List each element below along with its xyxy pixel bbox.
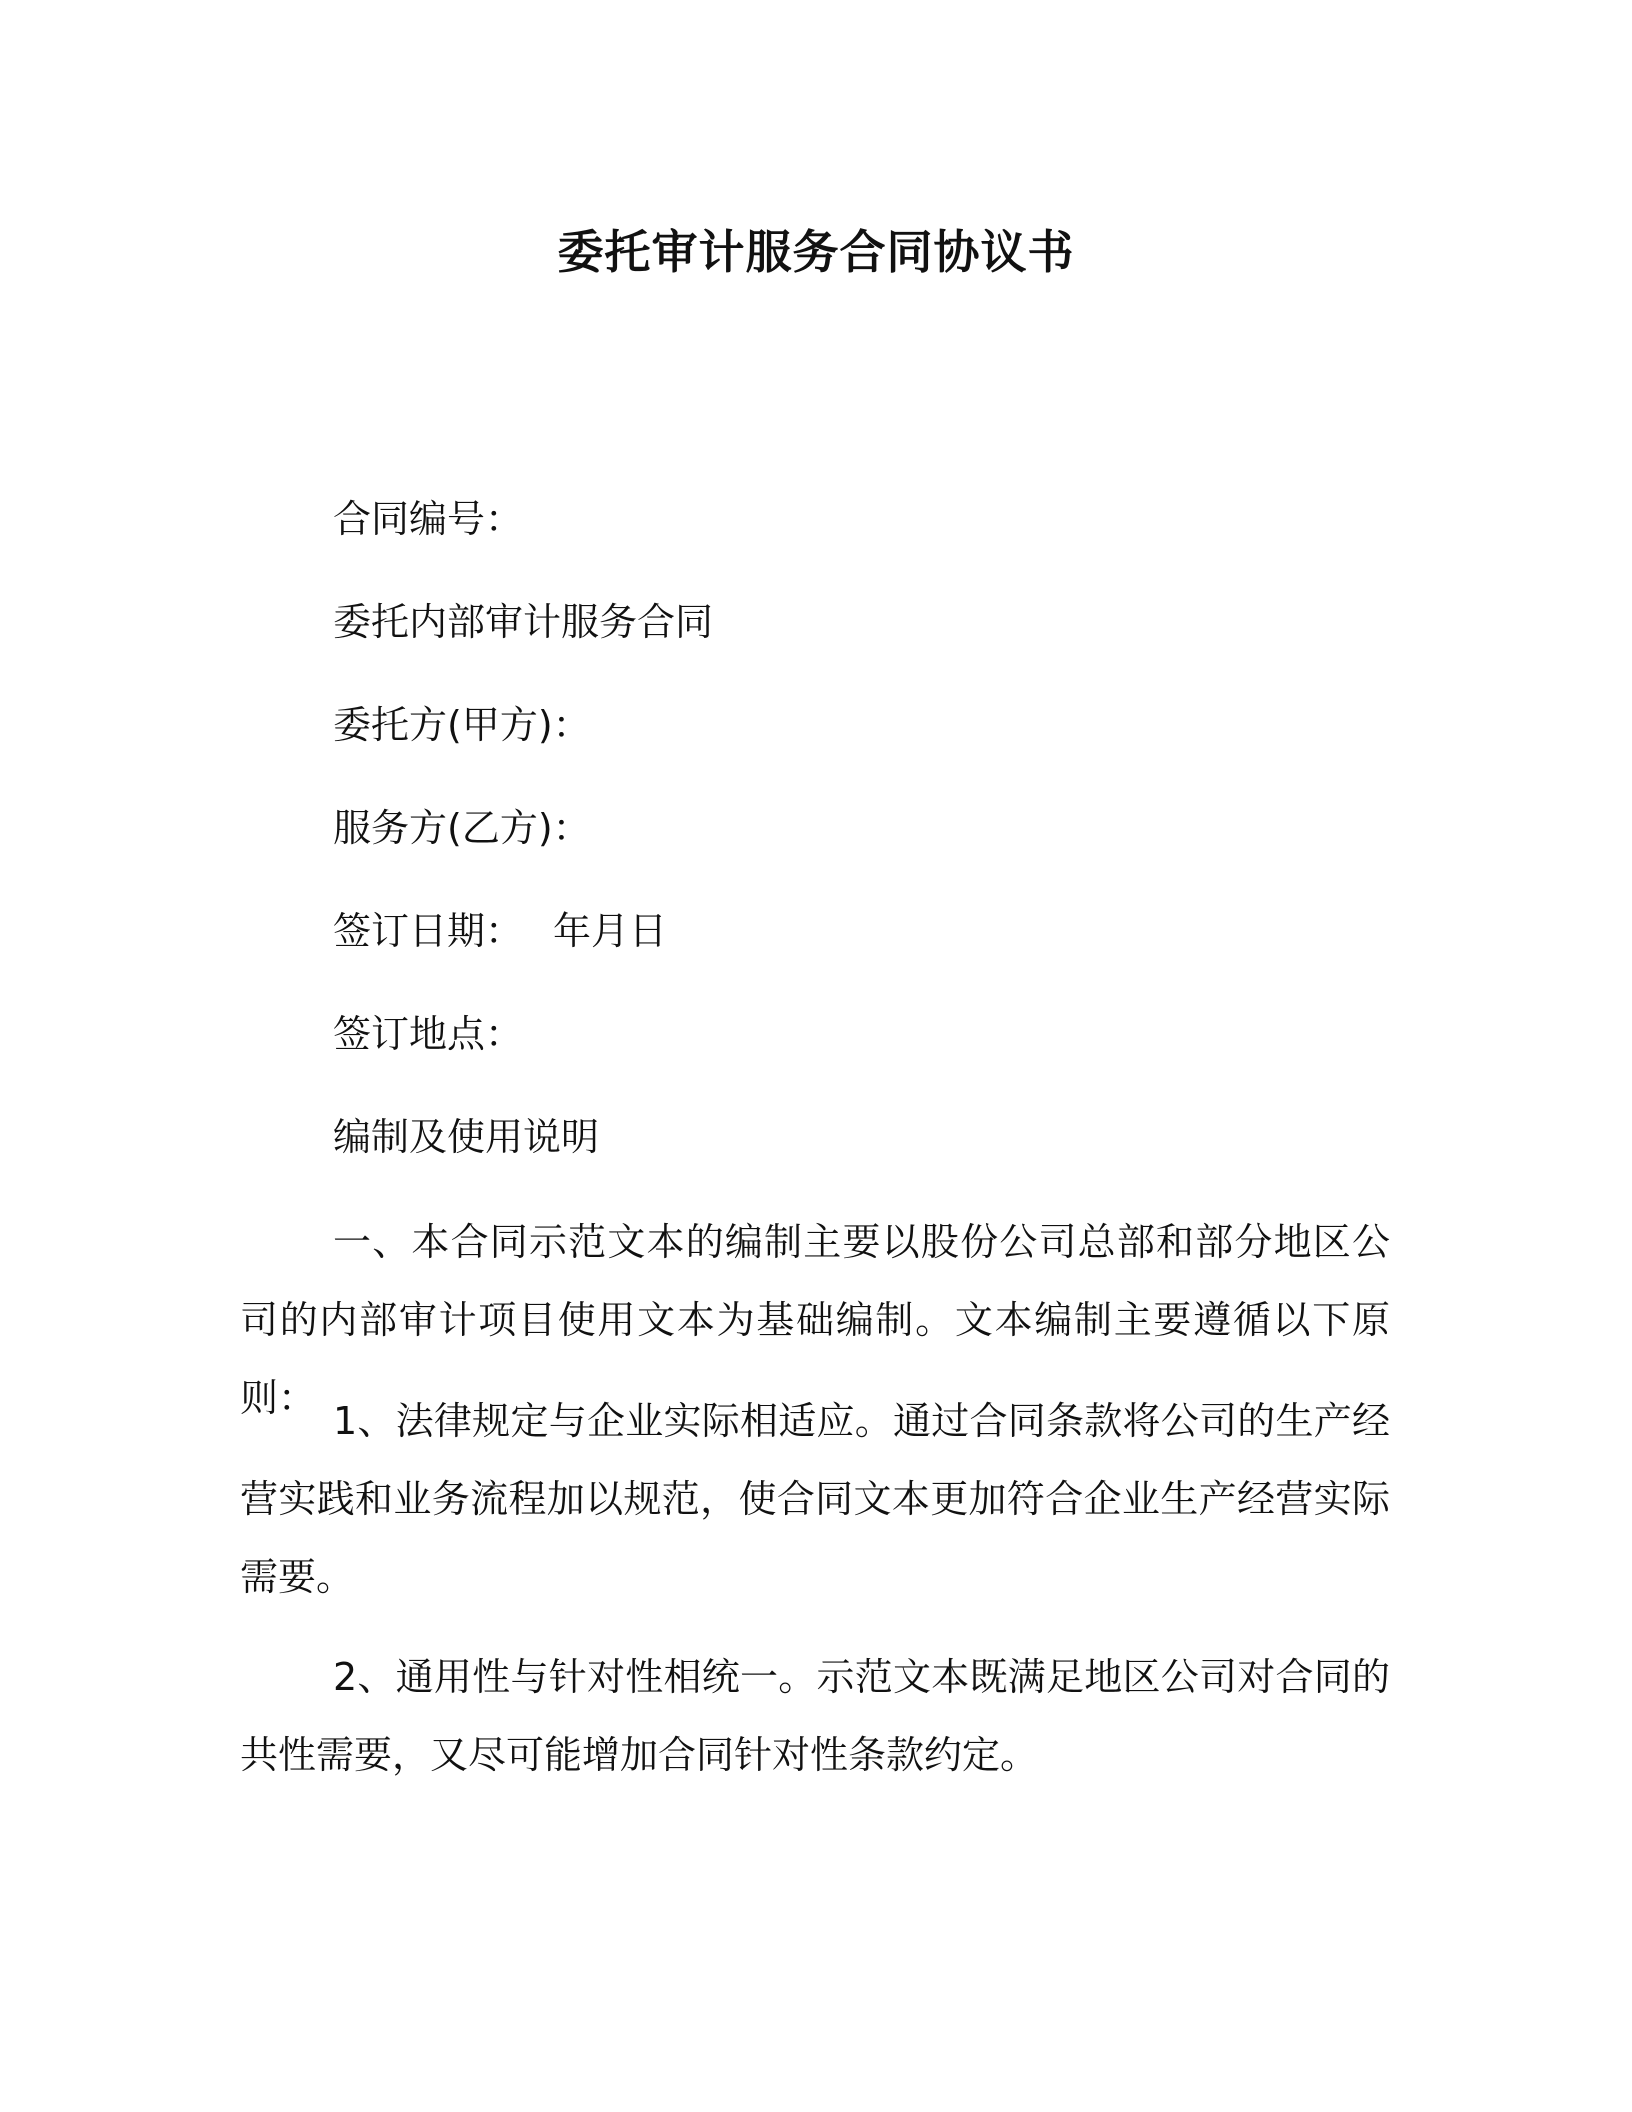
- sign-place-label: 签订地点：: [333, 1012, 524, 1056]
- paragraph-principle-1: 1、法律规定与企业实际相适应。通过合同条款将公司的生产经营实践和业务流程加以规范，使合同文本更加符合企业生产经营实际需要。: [240, 1399, 1390, 1599]
- contract-number-label: 合同编号：: [333, 497, 524, 541]
- paragraph-principle-2: 2、通用性与针对性相统一。示范文本既满足地区公司对合同的共性需要，又尽可能增加合同针对性条款约定。: [240, 1655, 1390, 1777]
- sign-date-value: 年月日: [553, 909, 668, 953]
- party-a-label: 委托方(甲方)：: [333, 703, 591, 747]
- paragraph-principles-intro: 一、本合同示范文本的编制主要以股份公司总部和部分地区公司的内部审计项目使用文本为基础编制。文本编制主要遵循以下原则：: [240, 1220, 1390, 1420]
- instructions-heading: 编制及使用说明: [333, 1115, 600, 1159]
- document-title: 委托审计服务合同协议书: [557, 225, 1075, 279]
- sign-date-line: [333, 906, 667, 956]
- party-b-label: 服务方(乙方)：: [333, 806, 591, 850]
- contract-name: 委托内部审计服务合同: [333, 600, 714, 644]
- sign-date-label: 签订日期：: [333, 909, 524, 953]
